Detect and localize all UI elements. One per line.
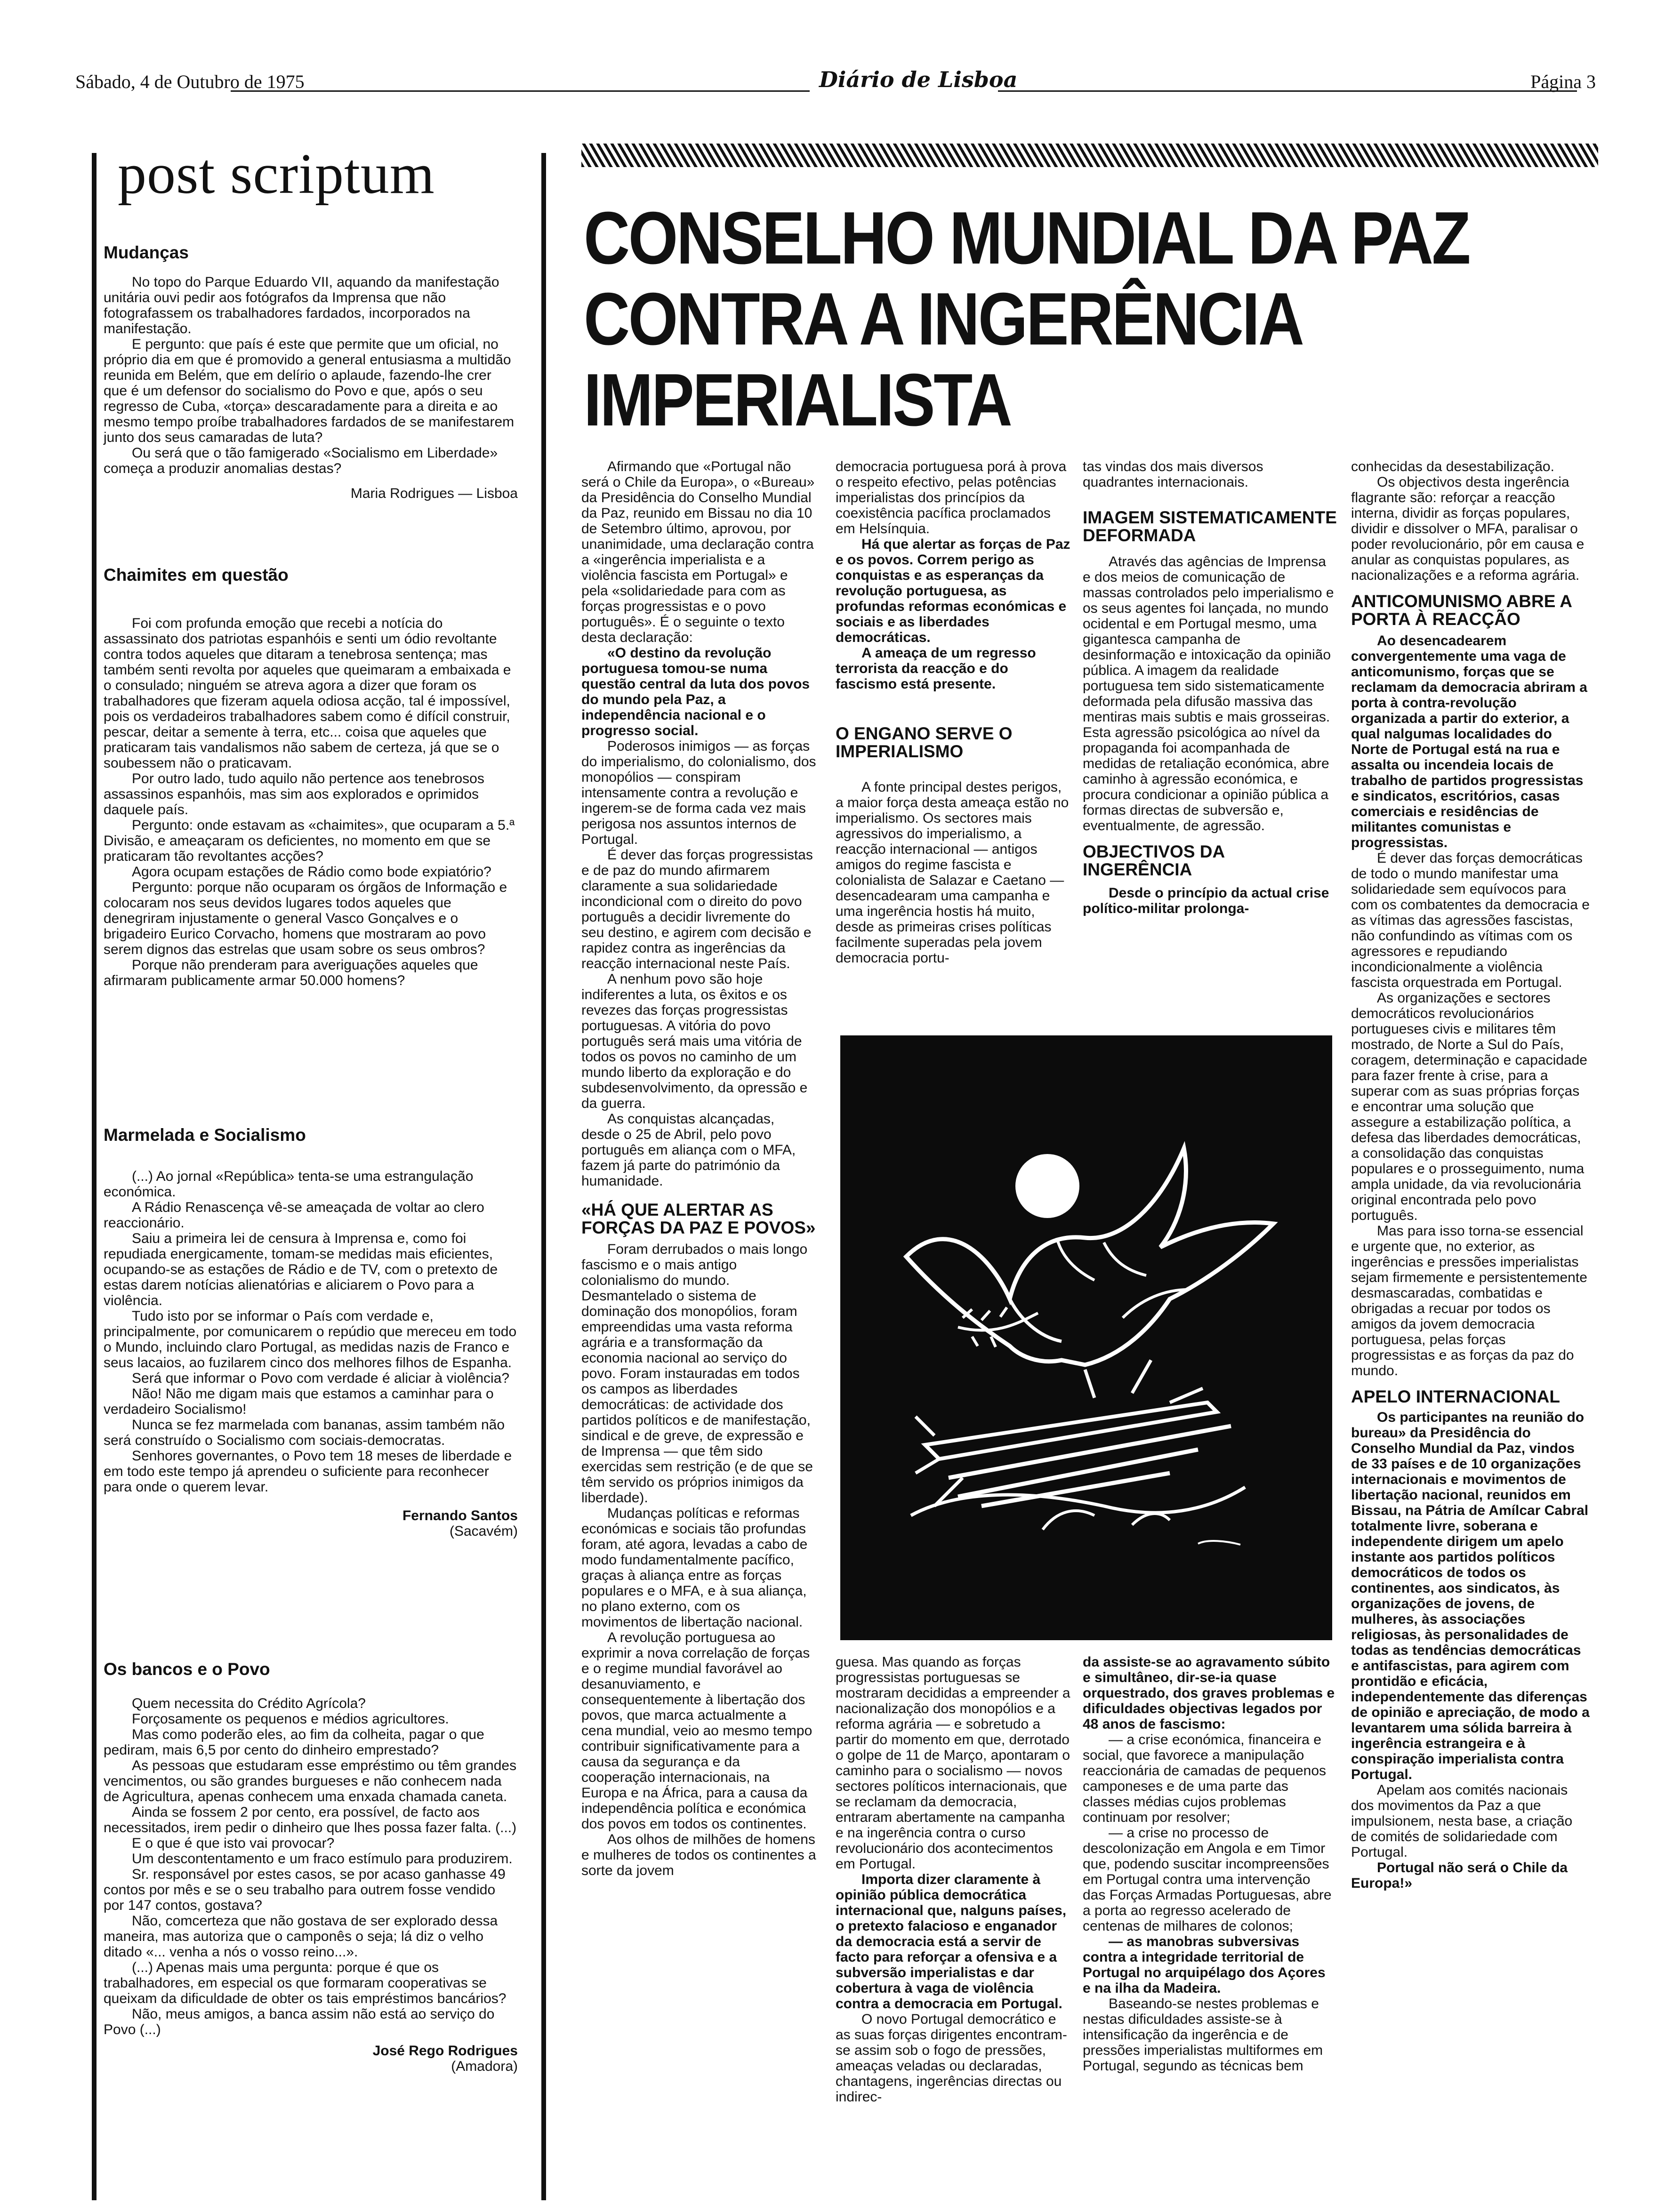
- letter-paragraph: Pergunto: onde estavam as «chaimites», que ocuparam a 5.ª Divisão, e ameaçaram os deficientes, no momento em que se praticaram tão revoltantes acções?: [104, 817, 515, 864]
- section-title: post scriptum: [118, 142, 435, 206]
- article-paragraph: Há que alertar as forças de Paz e os povos. Correm perigo as conquistas e as esperanças da revolução portuguesa, as profundas reformas económicas e sociais e as liberdades democráticas.: [836, 537, 1070, 645]
- signature-place: (Sacavém): [449, 1523, 518, 1539]
- letter-paragraph: E o que é que isto vai provocar?: [132, 1835, 335, 1851]
- letter-paragraph: Ainda se fossem 2 por cento, era possível, de facto aos necessitados, irem pedir o dinheiro que lhes possa fazer falta. (...): [104, 1804, 517, 1835]
- article-paragraph: — as manobras subversivas contra a integridade territorial de Portugal no arquipélago dos Açores e na ilha da Madeira.: [1083, 1934, 1326, 1996]
- article-paragraph: Desde o princípio da actual crise político-militar prolonga-: [1083, 885, 1329, 916]
- letter-paragraph: Nunca se fez marmelada com bananas, assim também não será construído o Socialismo com sociais-democratas.: [104, 1417, 505, 1448]
- letter-paragraph: Porque não prenderam para averiguações aqueles que afirmaram publicamente armar 50.000 homens?: [104, 957, 478, 988]
- page-number: Página 3: [1530, 71, 1596, 92]
- article-paragraph: A nenhum povo são hoje indiferentes a luta, os êxitos e os revezes das forças progressistas portuguesas. A vitória do povo português será mais uma vitória de todos os povos no caminho de um mundo liberto da exploração e do subdesenvolvimento, da opressão e da guerra.: [581, 971, 808, 1111]
- letter-paragraph: Sr. responsável por estes casos, se por acaso ganhasse 49 contos por mês e se o seu trabalho para outrem fosse vendido por 147 contos, gostava?: [104, 1867, 506, 1913]
- article-paragraph: — a crise económica, financeira e social, que favorece a manipulação reaccionária de camadas de pequenos camponeses e de uma parte das classes médias cujos problemas continuam por resolver;: [1083, 1732, 1327, 1825]
- masthead-logo: Diário de Lisboa: [819, 67, 1018, 92]
- letter-marmelada: [104, 1127, 518, 1539]
- letter-paragraph: Agora ocupam estações de Rádio como bode expiatório?: [132, 864, 491, 880]
- article-paragraph: guesa. Mas quando as forças progressistas portuguesas se mostraram decididas a empreender a nacionalização dos monopólios e a reforma agrária — e sobretudo a partir do momento em que, derrotado o golpe de 11 de Março, apontaram o caminho para o socialismo — novos sectores políticos internacionais, que se reclamam da democracia, entraram abertamente na campanha e na ingerência contra o curso revolucionário dos acontecimentos em Portugal.: [836, 1654, 1070, 1872]
- letter-paragraph: Por outro lado, tudo aquilo não pertence aos tenebrosos assassinos espanhóis, mas sim aos explorados e oprimidos daquele país.: [104, 771, 484, 817]
- article-paragraph: É dever das forças progressistas e de paz do mundo afirmarem claramente a sua solidariedade incondicional com o direito do povo português a decidir livremente do seu destino, e agirem com decisão e rapidez contra as ingerências da reacção internacional neste País.: [581, 847, 813, 971]
- headline-line: IMPERIALISTA: [584, 359, 1011, 441]
- article-paragraph: Afirmando que «Portugal não será o Chile da Europa», o «Bureau» da Presidência do Conselho Mundial da Paz, reunido em Bissau no dia 10 de Setembro último, aprovou, por unanimidade, uma declaração contra a «ingerência imperialista e a violência fascista em Portugal» e pela «solidariedade para com as forças progressistas e o povo português». É o seguinte o texto desta declaração:: [581, 459, 815, 645]
- letter-paragraph: A Rádio Renascença vê-se ameaçada de voltar ao clero reaccionário.: [104, 1200, 484, 1231]
- article-paragraph: «O destino da revolução portuguesa tomou-se numa questão central da luta dos povos do mundo pela Paz, a independência nacional e o progresso social.: [581, 645, 810, 738]
- letter-heading: Marmelada e Socialismo: [104, 1125, 306, 1145]
- article-paragraph: O novo Portugal democrático e as suas forças dirigentes encontram-se assim sob o fogo de pressões, ameaças veladas ou declaradas, chantagens, ingerências directas ou indirec-: [836, 2012, 1067, 2105]
- letter-mudancas: [104, 245, 518, 501]
- hatched-rule: [581, 144, 1598, 167]
- article-paragraph: Foram derrubados o mais longo fascismo e o mais antigo colonialismo do mundo. Desmantelado o sistema de dominação dos monopólios, foram empreendidas uma vasta reforma agrária e a transformação da economia nacional ao serviço do povo. Foram instauradas em todos os campos as liberdades democráticas: de actividade dos partidos políticos e de manifestação, sindical e de greve, de expressão e de Imprensa — que têm sido exercidas sem restrição (e de que se têm servido os próprios inimigos da liberdade).: [581, 1242, 813, 1506]
- article-subheading: O ENGANO SERVE O IMPERIALISMO: [836, 724, 1013, 761]
- dove-illustration: [840, 1035, 1332, 1640]
- article-subheading: OBJECTIVOS DA INGERÊNCIA: [1083, 842, 1224, 879]
- article-paragraph: da assiste-se ao agravamento súbito e simultâneo, dir-se-ia quase orquestrado, dos graves problemas e dificuldades objectivas legados por 48 anos de fascismo:: [1083, 1654, 1335, 1732]
- article-subheading: «HÁ QUE ALERTAR AS FORÇAS DA PAZ E POVOS»: [581, 1200, 816, 1237]
- page-header: [75, 67, 1596, 99]
- article-paragraph: Ao desencadearem convergentemente uma vaga de anticomunismo, forças que se reclamam da democracia abriram a porta à contra-revolução organizada a partir do exterior, a qual nalgumas localidades do Norte de Portugal está na rua e assalta ou incendeia locais de trabalho de partidos progressistas e sindicatos, escritórios, casas comerciais e residências de militantes comunistas e progressistas.: [1351, 633, 1587, 850]
- article-headline: [584, 197, 1470, 441]
- signature-place: (Amadora): [451, 2059, 518, 2074]
- article-column-1: [581, 459, 817, 1878]
- header-rule-right: [998, 90, 1577, 92]
- article-subheading: ANTICOMUNISMO ABRE A PORTA À REACÇÃO: [1351, 592, 1572, 629]
- letter-paragraph: Um descontentamento e um fraco estímulo para produzirem.: [132, 1851, 513, 1867]
- article-paragraph: tas vindas dos mais diversos quadrantes internacionais.: [1083, 459, 1263, 490]
- article-column-3-bottom: [1083, 1654, 1337, 2074]
- letter-paragraph: (...) Ao jornal «República» tenta-se uma estrangulação económica.: [104, 1169, 474, 1200]
- article-paragraph: As organizações e sectores democráticos revolucionários portugueses civis e militares têm mostrado, de Norte a Sul do País, coragem, determinação e capacidade para fazer frente à crise, para a superar com as suas próprias forças e encontrar uma solução que assegure a estabilização política, a defesa das liberdades democráticas, a consolidação das conquistas populares e o prosseguimento, numa ampla unidade, da via revolucionária original encontrada pelo povo português.: [1351, 990, 1587, 1223]
- article-paragraph: A ameaça de um regresso terrorista da reacção e do fascismo está presente.: [836, 645, 1036, 692]
- letter-paragraph: Tudo isto por se informar o País com verdade e, principalmente, por comunicarem o repúdio que mereceu em todo o Mundo, incluindo claro Portugal, as medidas nazis de Franco e seus lacaios, ao fuzilarem cinco dos melhores filhos de Espanha.: [104, 1308, 517, 1370]
- article-paragraph: Os participantes na reunião do bureau» da Presidência do Conselho Mundial da Paz, vindos de 33 países e de 10 organizações internacionais e movimentos de libertação nacional, reunidos em Bissau, na Pátria de Amílcar Cabral totalmente livre, soberana e independente dirigem um apelo instante aos partidos políticos democráticos de todos os continentes, aos sindicatos, às organizações de jovens, de mulheres, às associações religiosas, às personalidades de todas as tendências democráticas e antifascistas, para agirem com prontidão e eficácia, independentemente das diferenças de opinião e apreciação, de modo a levantarem uma sólida barreira à ingerência estrangeira e à conspiração imperialista contra Portugal.: [1351, 1410, 1590, 1782]
- article-column-4: [1351, 459, 1591, 1891]
- letter-paragraph: Foi com profunda emoção que recebi a notícia do assassinato dos patriotas espanhóis e senti um ódio revoltante contra todos aqueles que ditaram a tenebrosa sentença; mas também senti revolta por aqueles que queimaram a embaixada e o consulado; ninguém se atreva agora a dizer que foram os trabalhadores que fizeram aquela odiosa acção, tal é impossível, pois os verdadeiros trabalhadores sabem como é difícil construir, pescar, deitar a semente à terra, etc... coisa que aqueles que praticaram tais vandalismos não sabem de certeza, já que se o soubessem não o praticavam.: [104, 616, 511, 771]
- letter-heading: Chaimites em questão: [104, 565, 289, 585]
- article-paragraph: conhecidas da desestabilização.: [1351, 459, 1554, 474]
- headline-line: CONTRA A INGERÊNCIA: [584, 278, 1303, 361]
- letter-paragraph: (...) Apenas mais uma pergunta: porque é que os trabalhadores, em especial os que formaram cooperativas se queixam da dificuldade de obter os tais empréstimos bancários?: [104, 1960, 507, 2006]
- article-paragraph: Mas para isso torna-se essencial e urgente que, no exterior, as ingerências e pressões imperialistas sejam firmemente e persistentemente desmascaradas, combatidas e obrigadas a recuar por todos os amigos da jovem democracia portuguesa, pelas forças progressistas e as forças da paz do mundo.: [1351, 1223, 1587, 1378]
- article-subheading: APELO INTERNACIONAL: [1351, 1387, 1560, 1406]
- letter-paragraph: Quem necessita do Crédito Agrícola?: [132, 1696, 366, 1711]
- signature-name: Fernando Santos: [402, 1508, 518, 1523]
- article-paragraph: A fonte principal destes perigos, a maior força desta ameaça estão no imperialismo. Os sectores mais agressivos do imperialismo, a reacção internacional — antigos amigos do regime fascista e colonialista de Salazar e Caetano — desencadearam uma campanha e uma ingerência hostis há muito, desde as primeiras crises políticas facilmente superadas pela jovem democracia portu-: [836, 779, 1069, 966]
- letter-paragraph: Ou será que o tão famigerado «Socialismo em Liberdade» começa a produzir anomalias destas?: [104, 445, 498, 476]
- letter-paragraph: Forçosamente os pequenos e médios agricultores.: [132, 1711, 449, 1727]
- letter-heading: Mudanças: [104, 243, 189, 262]
- peace-dove-icon: [840, 1035, 1332, 1640]
- letter-paragraph: Senhores governantes, o Povo tem 18 meses de liberdade e em todo este tempo já aprendeu o suficiente para reconhecer para onde o querem levar.: [104, 1448, 512, 1495]
- article-paragraph: Através das agências de Imprensa e dos meios de comunicação de massas controlados pelo imperialismo e os seus agentes foi lançada, no mundo ocidental e em Portugal mesmo, uma gigantesca campanha de desinformação e intoxicação da opinião pública. A imagem da realidade portuguesa tem sido sistematicamente deformada pela difusão massiva das mentiras mais subtis e mais grosseiras. Esta agressão psicológica ao nível da propaganda foi acompanhada de medidas de retaliação económica, abre caminho à agressão económica, e procura condicionar a opinião pública a formas directas de subversão e, eventualmente, de agressão.: [1083, 554, 1334, 834]
- letter-paragraph: Saiu a primeira lei de censura à Imprensa e, como foi repudiada energicamente, tomam-se medidas mais eficientes, ocupando-se as estações de Rádio e de TV, com o pretexto de estas darem notícias alienatórias e aliciarem o Povo para a violência.: [104, 1231, 498, 1308]
- article-column-3-top: [1083, 459, 1337, 916]
- article-paragraph: Aos olhos de milhões de homens e mulheres de todos os continentes a sorte da jovem: [581, 1832, 816, 1878]
- issue-date: Sábado, 4 de Outubro de 1975: [75, 71, 305, 92]
- article-column-2-bottom: [836, 1654, 1071, 2105]
- letter-paragraph: As pessoas que estudaram esse empréstimo ou têm grandes vencimentos, ou são grandes burgueses e não conhecem nada de Agricultura, apenas conhecem uma enxada chamada caneta.: [104, 1758, 517, 1804]
- article-paragraph: Os objectivos desta ingerência flagrante são: reforçar a reacção interna, dividir as forças populares, dividir e dissolver o MFA, paralisar o poder revolucionário, pôr em causa e anular as conquistas populares, as nacionalizações e a reforma agrária.: [1351, 474, 1585, 583]
- letter-paragraph: Mas como poderão eles, ao fim da colheita, pagar o que pediram, mais 6,5 por cento do dinheiro emprestado?: [104, 1727, 484, 1758]
- letter-signature: Maria Rodrigues — Lisboa: [350, 486, 518, 501]
- article-paragraph: A revolução portuguesa ao exprimir a nova correlação de forças e o regime mundial favorável ao desanuviamento, e consequentemente à libertação dos povos, que marca actualmente a cena mundial, veio ao mesmo tempo contribuir significativamente para a causa da segurança e da cooperação internacionais, na Europa e na África, para a causa da independência política e económica dos povos em todos os continentes.: [581, 1630, 812, 1832]
- article-column-2-top: [836, 459, 1071, 966]
- letter-paragraph: Não! Não me digam mais que estamos a caminhar para o verdadeiro Socialismo!: [104, 1386, 494, 1417]
- article-paragraph: Portugal não será o Chile da Europa!»: [1351, 1860, 1568, 1891]
- article-paragraph: — a crise no processo de descolonização em Angola e em Timor que, podendo suscitar incompreensões em Portugal contra uma intervenção das Forças Armadas Portuguesas, abre a porta ao regresso acelerado de centenas de milhares de colonos;: [1083, 1825, 1332, 1934]
- article-paragraph: As conquistas alcançadas, desde o 25 de Abril, pelo povo português em aliança com o MFA, fazem já parte do património da humanidade.: [581, 1111, 796, 1189]
- letter-bancos: [104, 1661, 518, 2074]
- article-paragraph: Apelam aos comités nacionais dos movimentos da Paz a que impulsionem, nesta base, a criação de comités de solidariedade com Portugal.: [1351, 1782, 1573, 1860]
- header-rule-left: [231, 90, 810, 92]
- column-divider-bar: [541, 153, 546, 2200]
- letter-paragraph: Será que informar o Povo com verdade é aliciar à violência?: [132, 1370, 510, 1386]
- article-subheading: IMAGEM SISTEMATICAMENTE DEFORMADA: [1083, 508, 1337, 545]
- article-paragraph: Mudanças políticas e reformas económicas e sociais tão profundas foram, até agora, levadas a cabo de modo fundamentalmente pacífico, graças à aliança entre as forças populares e o MFA, e à sua aliança, no plano externo, com os movimentos de libertação nacional.: [581, 1506, 808, 1630]
- letter-paragraph: E pergunto: que país é este que permite que um oficial, no próprio dia em que é promovido a general entusiasma a multidão reunida em Belém, que em delírio o aplaude, fazendo-lhe crer que é um defensor do socialismo do Povo e que, após o seu regresso de Cuba, «torça» descaradamente para a direita e ao mesmo tempo proíbe trabalhadores fardados de se manifestarem junto dos seus camaradas de luta?: [104, 337, 515, 445]
- article-paragraph: Baseando-se nestes problemas e nestas dificuldades assiste-se à intensificação da ingerência e de pressões imperialistas multiformes em Portugal, segundo as técnicas bem: [1083, 1996, 1323, 2074]
- headline-line: CONSELHO MUNDIAL DA PAZ: [584, 197, 1470, 280]
- article-paragraph: É dever das forças democráticas de todo o mundo manifestar uma solidariedade sem equívocos para com os combatentes da democracia e as vítimas das agressões fascistas, não confundindo as vítimas com os agressores e repudiando incondicionalmente a violência fascista orquestrada em Portugal.: [1351, 850, 1590, 990]
- letter-paragraph: Pergunto: porque não ocuparam os órgãos de Informação e colocaram nos seus devidos lugares todos aqueles que denegriram injustamente o general Vasco Gonçalves e o brigadeiro Eurico Corvacho, homens que mostraram ao povo serem dignos das estrelas que usam sobre os seus ombros?: [104, 880, 507, 957]
- letter-paragraph: Não, meus amigos, a banca assim não está ao serviço do Povo (...): [104, 2006, 495, 2037]
- article-paragraph: Importa dizer claramente à opinião pública democrática internacional que, nalguns países, o pretexto falacioso e enganador da democracia está a servir de facto para reforçar a ofensiva e a subversão imperialistas e dar cobertura à vaga de violência contra a democracia em Portugal.: [836, 1872, 1067, 2012]
- signature-name: José Rego Rodrigues: [372, 2043, 518, 2059]
- left-column-bar: [92, 153, 97, 2200]
- letter-chaimites: [104, 567, 518, 988]
- article-paragraph: Poderosos inimigos — as forças do imperialismo, do colonialismo, dos monopólios — conspiram intensamente contra a revolução e ingerem-se de forma cada vez mais perigosa nos assuntos internos de Portugal.: [581, 738, 816, 847]
- letter-heading: Os bancos e o Povo: [104, 1659, 270, 1679]
- letter-paragraph: Não, comcerteza que não gostava de ser explorado dessa maneira, mas autoriza que o camponês o seja; lá diz o velho ditado «... venha a nós o vosso reino...».: [104, 1913, 498, 1960]
- article-paragraph: democracia portuguesa porá à prova o respeito efectivo, pelas potências imperialistas dos princípios da coexistência pacífica proclamados em Helsínquia.: [836, 459, 1067, 537]
- letter-paragraph: No topo do Parque Eduardo VII, aquando da manifestação unitária ouvi pedir aos fotógrafos da Imprensa que não fotografassem os trabalhadores fardados, incorporados na manifestação.: [104, 274, 499, 337]
